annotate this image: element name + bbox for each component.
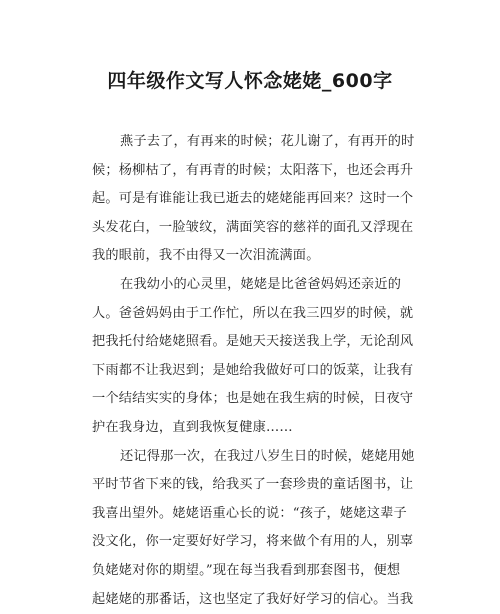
text-line: 起。可是有谁能让我已逝去的姥姥能再回来？这时一个 [92, 185, 414, 214]
article-body [92, 128, 414, 614]
text-line: 下雨都不让我迟到；是她给我做好可口的饭菜，让我有 [92, 357, 414, 386]
text-line: 没文化，你一定要好好学习，将来做个有用的人，别辜 [92, 528, 414, 557]
text-line: 护在我身边，直到我恢复健康…… [92, 414, 414, 443]
text-line: 燕子去了，有再来的时候；花儿谢了，有再开的时 [92, 128, 414, 157]
text-line: 我的眼前，我不由得又一次泪流满面。 [92, 242, 414, 271]
paragraph-3 [92, 443, 414, 614]
text-line: 把我托付给姥姥照看。是她天天接送我上学，无论刮风 [92, 328, 414, 357]
paragraph-1 [92, 128, 414, 271]
paragraph-2 [92, 271, 414, 443]
text-line: 在我幼小的心灵里，姥姥是比爸爸妈妈还亲近的 [92, 271, 414, 300]
text-line: 起姥姥的那番话，这也坚定了我好好学习的信心。当我 [92, 586, 414, 614]
text-line: 人。爸爸妈妈由于工作忙，所以在我三四岁的时候，就 [92, 300, 414, 329]
text-line: 候；杨柳枯了，有再青的时候；太阳落下，也还会再升 [92, 157, 414, 186]
text-line: 我喜出望外。姥姥语重心长的说：“孩子，姥姥这辈子 [92, 500, 414, 529]
text-line: 平时节省下来的钱，给我买了一套珍贵的童话图书，让 [92, 471, 414, 500]
text-line: 负姥姥对你的期望。”现在每当我看到那套图书，便想 [92, 557, 414, 586]
text-line: 头发花白，一脸皱纹，满面笑容的慈祥的面孔又浮现在 [92, 214, 414, 243]
article-title: 四年级作文写人怀念姥姥_600字 [0, 66, 500, 93]
text-line: 一个结结实实的身体；也是她在我生病的时候，日夜守 [92, 385, 414, 414]
text-line: 还记得那一次，在我过八岁生日的时候，姥姥用她 [92, 443, 414, 472]
